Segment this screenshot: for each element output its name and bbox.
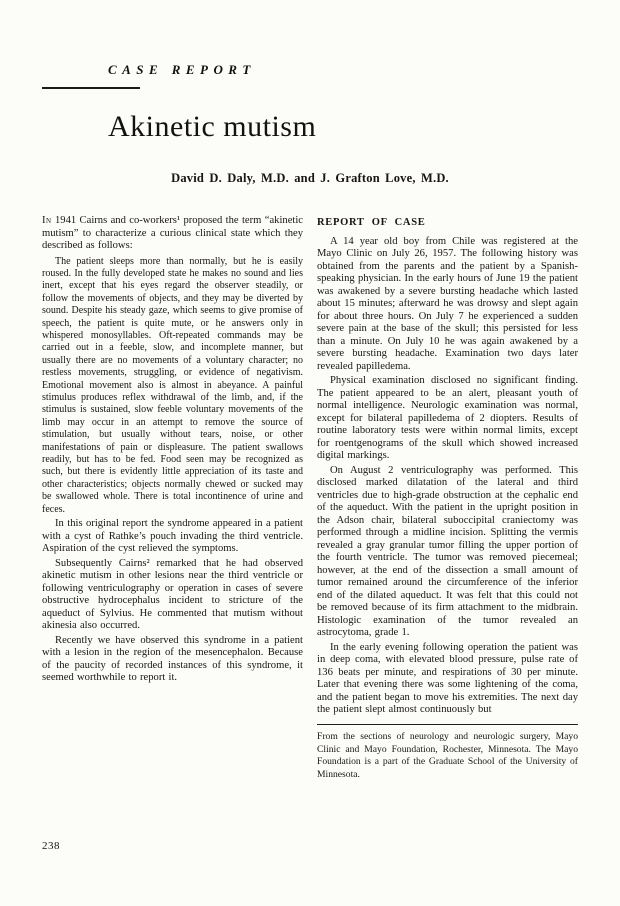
paragraph: In the early evening following operation the patient was in deep coma, with elevated blood pressure, pulse rate of 136 beats per minute, and respirations of 30 per minute. Later that evening there was some lightening of the coma, and the patient began to move his extremities. The next day the patient slept almost continuously but (317, 641, 578, 715)
article-body (42, 215, 578, 781)
case-report-heading: REPORT OF CASE (317, 217, 426, 228)
block-quote (42, 256, 303, 517)
page-number: 238 (42, 840, 60, 852)
quote-text: The patient sleeps more than normally, but he is easily roused. In the fully developed state he makes no sound and lies inert, except that his eyes regard the observer steadily, or follow the movements of objects, and they may be diverted by sound. Despite his steady gaze, which seems to give promise of speech, the patient is quite mute, or he answers only in whispered monosyllables. Oft-repeated commands may be carried out in a feeble, slow, and incomplete manner, but usually there are no movements of a voluntary character; no restless movements, struggling, or evidence of negativism. Emotional movement also is almost in abeyance. A painful stimulus produces reflex withdrawal of the limb, and, if the stimulus is sustained, slow feeble voluntary movements of the limb may occur in an attempt to remove the source of stimulation, but usually without tears, noise, or other manifestations of pain or displeasure. The patient swallows readily, but has to be fed. Food seen may be recognized as such, but there is evidently little appreciation of its taste and other characteristics; objects normally chewed or sucked may be swallowed whole. There is total incontinence of urine and feces. (42, 255, 303, 515)
paragraph: Physical examination disclosed no significant finding. The patient appeared to be an alert, pleasant youth of normal intelligence. Neurologic examination was normal, except for bilateral papilledema of 2 diopters. Results of routine laboratory tests were within normal limits, except for roentgenograms of the skull which showed increased digital markings. (317, 375, 578, 461)
affiliation-footnote (317, 724, 578, 782)
paragraph: On August 2 ventriculography was performed. This disclosed marked dilatation of the lateral and third ventricles due to high-grade obstruction at the cephalic end of the aqueduct. With the patient in the upright position in the Adson chair, bilateral suboccipital craniectomy was performed through a midline incision. Splitting the vermis revealed a gray granular tumor filling the upper portion of the fourth ventricle. The tumor was removed piecemeal; however, at the end of the dissection a small amount of tumor remained around the circumference of the inferior end of the dilated aqueduct. It was felt that this could not be removed because of its firm attachment to the midbrain. Histologic examination of the tumor revealed an astrocytoma, grade 1. (317, 464, 578, 638)
paragraph: In this original report the syndrome appeared in a patient with a cyst of Rathke’s pouch invading the third ventricle. Aspiration of the cyst relieved the symptoms. (42, 518, 303, 555)
paragraph: Subsequently Cairns² remarked that he had observed akinetic mutism in other lesions near the third ventricle or following ventriculography or operation in cases of severe obstructive hydrocephalus incident to stricture of the aqueduct of Sylvius. He commented that mutism without akinesia also occurred. (42, 557, 303, 632)
left-column (42, 215, 303, 781)
footnote-text: From the sections of neurology and neurologic surgery, Mayo Clinic and Mayo Foundation, Rochester, Minnesota. The Mayo Foundation is a part of the Graduate School of the University of Minnesota. (317, 731, 578, 780)
intro-paragraph (42, 215, 303, 253)
paragraph: A 14 year old boy from Chile was registered at the Mayo Clinic on July 26, 1957. The following history was obtained from the parents and the patient by a Spanish-speaking physician. In the early hours of June 19 the patient was awakened by a severe bursting headache which lasted about 15 minutes; afterward he was drowsy and slept again for about three hours. On July 7 he experienced a sudden severe pain at the base of the skull; this persisted for less than a minute. On July 10 he was again awakened by a severe bursting headache. Examination two days later revealed papilledema. (317, 235, 578, 372)
footnote-rule (317, 724, 578, 726)
page-title: Akinetic mutism (108, 110, 317, 143)
paragraph: Recently we have observed this syndrome in a patient with a lesion in the region of the mesencephalon. Because of the paucity of recorded instances of this syndrome, it seemed worthwhile to report it. (42, 634, 303, 684)
right-column (317, 215, 578, 781)
article-header (42, 62, 578, 186)
intro-lead-word: In (42, 215, 52, 226)
section-kicker: CASE REPORT (108, 62, 256, 77)
intro-text: 1941 Cairns and co-workers¹ proposed the term “akinetic mutism” to characterize a curious clinical state which they described as follows: (42, 215, 304, 251)
kicker-rule (42, 87, 140, 89)
byline: David D. Daly, M.D. and J. Grafton Love, M.D. (171, 171, 449, 185)
